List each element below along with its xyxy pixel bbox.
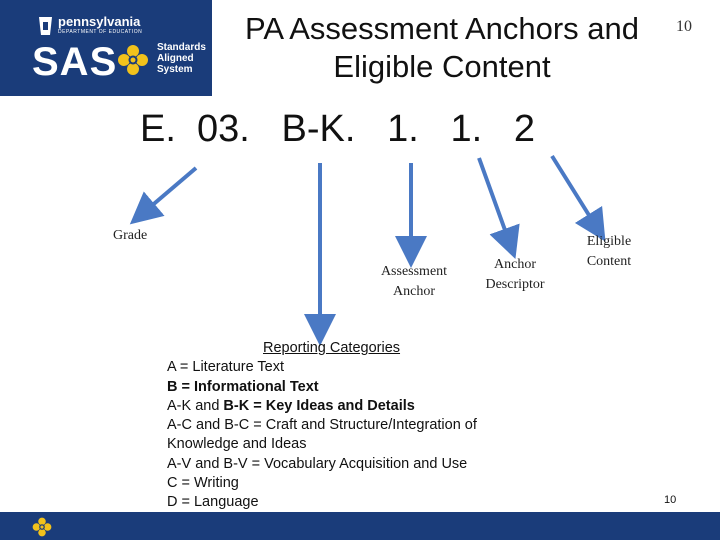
category-line: [167, 378, 527, 397]
category-bold-text: B-K = Key Ideas and Details: [223, 397, 415, 414]
category-line: A-C and B-C = Craft and Structure/Integration of: [167, 417, 477, 434]
brand-dept: DEPARTMENT OF EDUCATION: [58, 29, 143, 35]
label-anchor-descriptor: [476, 255, 554, 295]
sas-sub-line: Standards: [157, 42, 206, 53]
anchor-code: E. 03. B-K. 1. 1. 2: [140, 108, 535, 150]
category-line: D = Language: [167, 494, 259, 511]
brand-state: pennsylvania: [58, 14, 141, 29]
label-grade: Grade: [113, 228, 148, 243]
category-line: Knowledge and Ideas: [167, 436, 307, 453]
footer-flower-icon: [32, 517, 52, 537]
label-eligible-line-1: Eligible: [586, 234, 632, 249]
category-line: [167, 397, 527, 416]
sas-sub-line: Aligned: [157, 53, 194, 64]
slide-number-bottom: 10: [664, 494, 677, 506]
category-line: A-V and B-V = Vocabulary Acquisition and Use: [167, 455, 468, 472]
reporting-categories: [167, 339, 527, 513]
sas-logo-text: SAS: [32, 40, 118, 84]
arrow-descriptor: [479, 158, 510, 244]
category-line: A = Literature Text: [167, 359, 285, 376]
label-assessment-line-2: Anchor: [393, 284, 435, 299]
footer-bar: [0, 512, 720, 540]
arrow-eligible: [552, 156, 597, 228]
label-eligible-line-2: Content: [586, 254, 632, 269]
slide-number-top: 10: [676, 18, 692, 35]
sas-sub-line: System: [157, 64, 193, 75]
categories-heading: Reporting Categories: [263, 340, 401, 356]
category-bold-text: B = Informational Text: [167, 378, 319, 395]
label-descriptor-line-1: Anchor: [494, 257, 536, 272]
label-assessment-anchor: [372, 262, 456, 302]
title-line-2: Eligible Content: [333, 49, 551, 84]
category-line: C = Writing: [167, 475, 239, 492]
arrow-grade: [142, 168, 196, 214]
category-text: A-K and: [167, 397, 224, 414]
label-descriptor-line-2: Descriptor: [485, 277, 545, 292]
label-eligible-content: [576, 232, 642, 272]
title-line-1: PA Assessment Anchors and: [244, 11, 640, 46]
label-assessment-line-1: Assessment: [380, 264, 448, 279]
